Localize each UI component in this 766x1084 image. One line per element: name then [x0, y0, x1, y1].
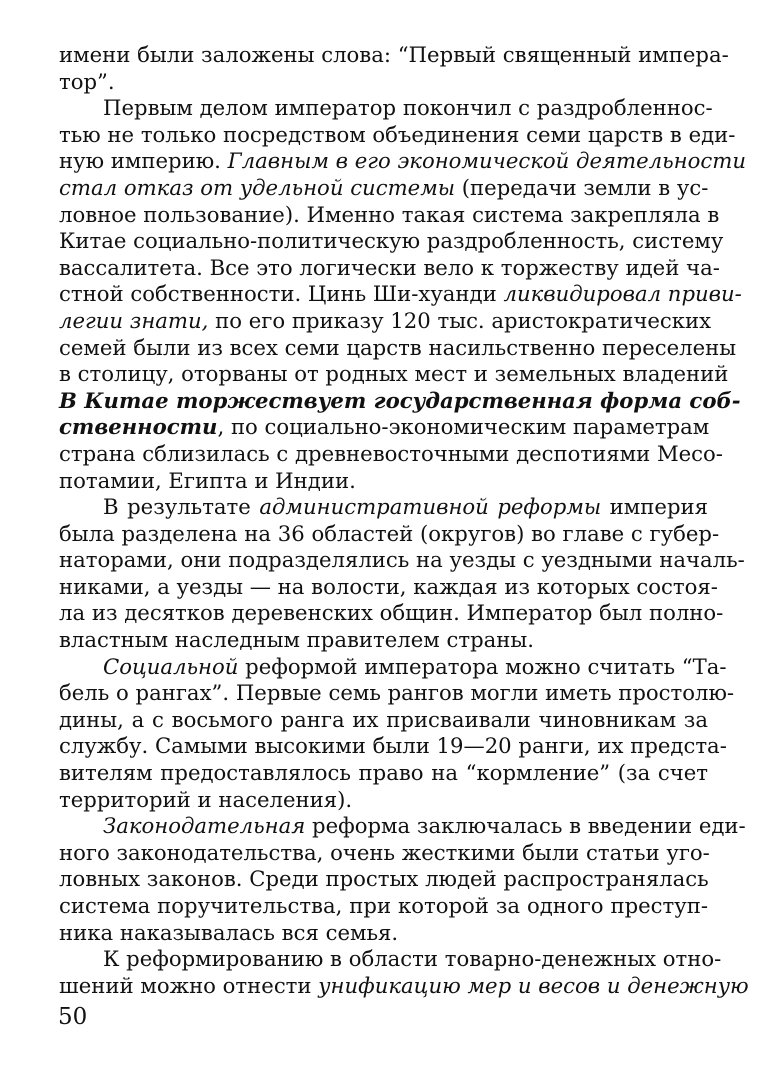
text-line — [59, 573, 718, 601]
text-line — [59, 69, 708, 96]
text-span: реформой императора можно считать “Та- — [238, 653, 727, 679]
text-line — [59, 813, 746, 840]
italic-span: стал отказ от удельной системы — [59, 174, 456, 200]
text-line — [59, 627, 708, 654]
text-span: никами, а уезды — на волости, каждая из которых состоя- — [59, 573, 718, 599]
italic-span: Социальной — [103, 653, 239, 679]
text-line — [59, 760, 708, 787]
text-line — [59, 946, 722, 973]
text-span: Китае социально-политическую раздробленность, систему — [59, 228, 724, 254]
text-span: была разделена на 36 областей (округов) во главе с губер- — [59, 520, 720, 546]
text-line — [59, 680, 735, 707]
text-span: семей были из всех семи царств насильственно переселены — [59, 334, 737, 360]
text-line — [59, 468, 708, 495]
text-line — [59, 600, 724, 627]
text-line — [59, 414, 708, 441]
text-span: страна сблизилась с древневосточными деспотиями Месо- — [59, 440, 723, 466]
text-span: ла из десятков деревенских общин. Император был полно- — [59, 600, 724, 626]
bold-italic-span: В Китае торжествует государственная форма соб- — [59, 387, 741, 413]
text-span: дины, а с восьмого ранга их присваивали чиновникам за — [59, 706, 708, 732]
text-span: бель о рангах”. Первые семь рангов могли иметь простолю- — [59, 680, 735, 706]
text-line — [59, 121, 736, 149]
text-span: вителям предоставлялось право на “кормление” (за счет — [59, 760, 708, 786]
text-span: наторами, они подразделялись на уезды с уездными началь- — [59, 547, 745, 573]
text-span: потамии, Египта и Индии. — [59, 467, 356, 493]
text-line — [59, 42, 729, 69]
text-line — [59, 866, 708, 893]
text-line — [59, 733, 727, 760]
text-line — [59, 972, 749, 1000]
text-line — [59, 893, 708, 920]
text-span: ловное пользование). Именно такая система закрепляла в — [59, 201, 720, 227]
text-line — [59, 228, 724, 255]
text-line — [59, 254, 720, 282]
text-span: вассалитета. Все это логически вело к торжеству идей ча- — [59, 254, 720, 280]
page-body — [59, 42, 749, 999]
italic-span: легии знати, — [59, 307, 209, 333]
text-line — [59, 547, 745, 574]
bold-italic-span: ственности — [59, 414, 218, 440]
text-line — [59, 307, 712, 335]
italic-span: унификацию мер и весов и денежную — [318, 972, 749, 998]
text-span: К реформированию в области товарно-денежных отно- — [103, 946, 722, 972]
text-span: тор”. — [59, 68, 115, 94]
text-line — [59, 334, 737, 362]
text-span: реформа заключалась в введении еди- — [305, 813, 746, 839]
text-span: , по социально-экономическим параметрам — [217, 414, 710, 440]
text-line — [59, 520, 720, 548]
text-line — [59, 840, 708, 867]
text-line — [59, 281, 742, 308]
text-line — [59, 787, 708, 814]
text-span: (передачи земли в ус- — [455, 174, 709, 200]
text-span: тью не только посредством объединения семи царств в еди- — [59, 121, 736, 147]
italic-span: административной реформы — [259, 494, 602, 520]
text-span: система поручительства, при которой за одного преступ- — [59, 893, 708, 918]
text-line — [59, 440, 723, 468]
italic-span: Законодательная — [103, 813, 306, 839]
text-span: шений можно отнести — [59, 972, 319, 998]
text-line — [59, 387, 741, 415]
text-span: властным наследным правителем страны. — [59, 627, 535, 653]
text-span: ную империю. — [59, 148, 228, 174]
text-span: стной собственности. Цинь Ши-хуанди — [59, 281, 504, 307]
text-span: по его приказу 120 тыс. аристократических — [208, 307, 712, 333]
page-number: 50 — [58, 1004, 88, 1030]
text-line — [59, 175, 708, 202]
text-span: ника наказывалась вся семья. — [59, 919, 399, 945]
text-span: в столицу, оторваны от родных мест и земельных владений — [59, 361, 729, 387]
text-span: территорий и населения). — [59, 786, 353, 812]
text-line — [59, 707, 708, 734]
text-span: службу. Самыми высокими были 19—20 ранги, их предста- — [59, 733, 727, 759]
text-line — [59, 920, 708, 947]
text-span: имени были заложены слова: “Первый священный импера- — [59, 42, 729, 67]
text-span: империя — [601, 494, 708, 520]
text-span: ловных законов. Среди простых людей распространялась — [59, 866, 709, 892]
italic-span: Главным в его экономической деятельности — [227, 148, 746, 174]
text-span: Первым делом император покончил с раздробленнос- — [103, 95, 713, 121]
text-line — [59, 494, 708, 521]
italic-span: ликвидировал приви- — [503, 281, 742, 307]
text-line — [59, 201, 720, 229]
text-line — [59, 361, 729, 388]
text-span: ного законодательства, очень жесткими были статьи уго- — [59, 839, 710, 865]
text-line — [59, 653, 727, 681]
text-span: В результате — [103, 494, 260, 520]
text-line — [59, 95, 713, 122]
text-line — [59, 148, 746, 175]
